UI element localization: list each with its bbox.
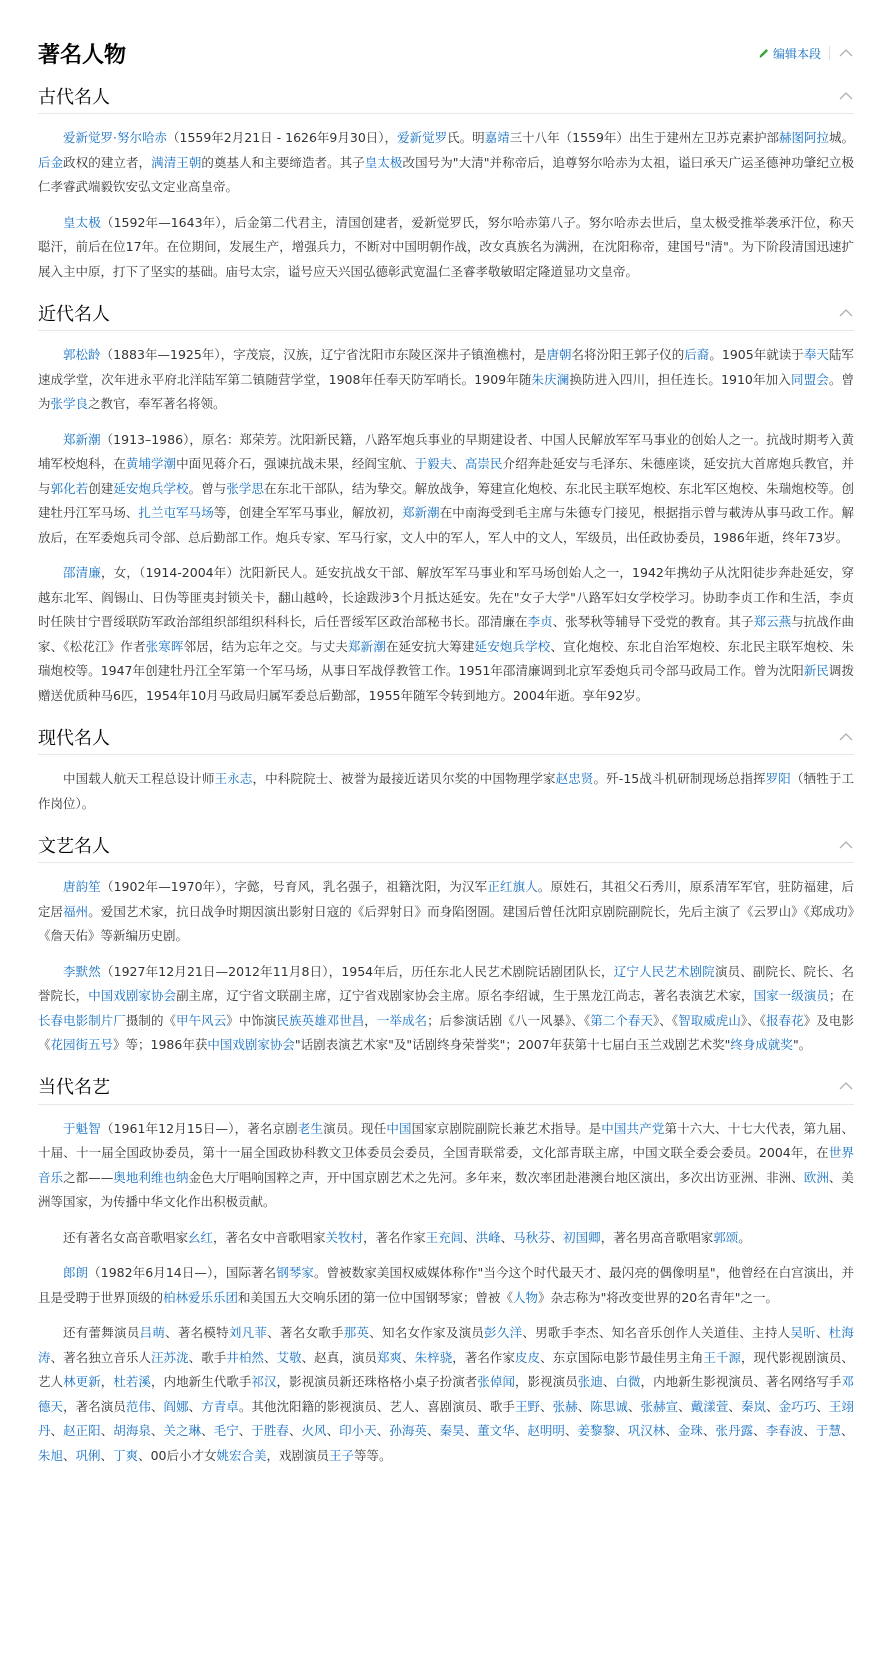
entry-link[interactable]: 第二个春天 — [590, 1012, 653, 1028]
text-segment: 陆军速成学堂，次年进永平府北洋陆军第二镇随营学堂，1908年任奉天防军哨长。1909年随 — [38, 347, 854, 387]
entry-link[interactable]: 于魁智 — [63, 1120, 101, 1136]
entry-link[interactable]: 延安炮兵学校 — [474, 638, 551, 654]
text-segment: 金色大厅唱响国粹之声，开中国京剧艺术之先河。多年来，数次率团赴港澳台地区演出，多次出访亚洲、非洲、 — [188, 1169, 804, 1185]
text-segment: ，内地新生代歌手 — [150, 1374, 252, 1389]
entry-link[interactable]: 赫图阿拉 — [778, 130, 829, 145]
entry-link[interactable]: 花园街五号 — [50, 1037, 114, 1052]
text-segment: 、 — [803, 1423, 816, 1438]
text-segment: （牺牲于工作岗位）。 — [38, 771, 854, 811]
text-segment: "话剧表演艺术家"及"话剧终身荣誉奖"；2007年获第十七届白玉兰戏剧艺术奖" — [294, 1037, 731, 1052]
paragraph — [38, 1261, 854, 1310]
entry-link[interactable]: 唐韵笙 — [63, 879, 101, 894]
text-segment: （1927年12月21日—2012年11月8日），1954年后，历任东北人民艺术剧院话剧团队长， — [100, 963, 614, 979]
entry-link[interactable]: 彭久洋 — [484, 1325, 523, 1340]
entry-link[interactable]: 郭化若 — [50, 480, 89, 496]
entry-link[interactable]: 郑爽 — [376, 1349, 403, 1365]
text-segment: （1902年—1970年），字懿，号育风，乳名强子，祖籍沈阳，为汉军 — [100, 879, 488, 894]
entry-link[interactable]: 后裔 — [684, 347, 710, 362]
paragraph — [38, 428, 854, 551]
text-segment: ，现代影视剧演员、艺人 — [38, 1349, 854, 1389]
text-segment: 、著名模特 — [165, 1325, 229, 1340]
entry-link[interactable]: 张学思 — [226, 480, 265, 496]
pencil-icon — [758, 47, 770, 59]
text-segment: 、 — [514, 1423, 528, 1438]
entry-link[interactable]: 长春电影制片厂 — [38, 1012, 126, 1028]
section-title: 近代名人 — [38, 303, 110, 325]
text-segment: 、 — [288, 1423, 302, 1438]
section-header — [38, 1069, 854, 1105]
text-segment: 名将汾阳王郭子仪的 — [571, 347, 685, 362]
entry-link[interactable]: 关牧村 — [325, 1229, 364, 1245]
text-segment: 、赵真，演员 — [301, 1349, 377, 1365]
text-segment: 、 — [665, 1423, 678, 1438]
entry-link[interactable]: 巩俐 — [75, 1447, 101, 1463]
text-segment: 、 — [100, 1423, 114, 1438]
text-segment: 》、《 — [740, 1012, 767, 1028]
entry-link[interactable]: 王翊丹 — [38, 1398, 854, 1438]
text-segment: 与抗战作曲家、《松花江》作者 — [38, 614, 854, 654]
entry-link[interactable]: 秦岚 — [740, 1398, 767, 1414]
entry-link[interactable]: 钢琴家 — [276, 1265, 314, 1280]
text-segment: 。曾与 — [188, 480, 227, 496]
entry-link[interactable]: 黄埔学潮 — [125, 456, 177, 471]
section — [38, 719, 854, 816]
entry-link[interactable]: 幺红 — [188, 1229, 214, 1245]
entry-link[interactable]: 李默然 — [63, 963, 101, 979]
text-segment: 、 — [63, 1447, 76, 1463]
text-segment: 副主席，辽宁省文联副主席，辽宁省戏剧家协会主席。原名李绍诚，生于黑龙江尚志，著名表演艺术家， — [176, 988, 754, 1003]
text-segment: 和美国五大交响乐团的第一位中国钢琴家；曾被《 — [238, 1289, 514, 1305]
text-segment: 、 — [452, 456, 465, 471]
entry-link[interactable]: 郑新潮 — [63, 431, 101, 447]
entry-link[interactable]: 人物 — [513, 1289, 539, 1305]
text-segment: （1913–1986），原名：郑荣芳。沈阳新民籍，八路军炮兵事业的早期建设者、中国人民解放军军马事业的创始人之一。抗战时期考入黄埔军校炮科，在 — [38, 431, 854, 471]
entry-link[interactable]: 张迪 — [577, 1374, 603, 1389]
entry-link[interactable]: 张赫 — [552, 1398, 578, 1414]
entry-link[interactable]: 于毅夫 — [414, 456, 453, 471]
section — [38, 78, 854, 284]
text-segment: ，内地新生影视演员、著名网络写手 — [640, 1374, 842, 1389]
entry-link[interactable]: 辽宁人民艺术剧院 — [613, 963, 715, 979]
text-segment: 等，创建全军军马事业，解放初， — [213, 505, 403, 520]
text-segment: 、 — [426, 1423, 440, 1438]
text-segment: 、 — [753, 1423, 766, 1438]
text-segment: 、 — [615, 1423, 628, 1438]
entry-link[interactable]: 李贞 — [527, 614, 553, 629]
text-segment: ，影视演员 — [515, 1374, 578, 1389]
text-segment: 。其他沈阳籍的影视演员、艺人、喜剧演员、歌手 — [238, 1398, 515, 1414]
chevron-up-icon[interactable] — [838, 308, 854, 318]
text-segment: 、 — [150, 1398, 164, 1414]
text-segment: 邻居，结为忘年之交。与丈夫 — [183, 638, 349, 654]
entry-link[interactable]: 民族英雄邓世昌 — [276, 1012, 365, 1028]
section — [38, 827, 854, 1058]
text-segment: 之都—— — [63, 1169, 114, 1185]
edit-section-label: 编辑本段 — [772, 46, 821, 61]
text-segment: 、 — [402, 1349, 415, 1365]
text-segment: 、著名女歌手 — [267, 1325, 344, 1340]
entry-link[interactable]: 福州 — [63, 903, 89, 919]
text-segment: 在延安抗大筹建 — [385, 638, 475, 654]
section-title: 现代名人 — [38, 727, 110, 749]
entry-link[interactable]: 洪峰 — [475, 1229, 501, 1245]
entry-link[interactable]: 赵明明 — [527, 1423, 565, 1438]
entry-link[interactable]: 于慧 — [815, 1423, 841, 1438]
entry-link[interactable]: 皮皮 — [515, 1349, 541, 1365]
entry-link[interactable]: 范伟 — [125, 1398, 151, 1414]
text-segment: 介绍奔赴延安与毛泽东、朱德座谈，延安抗大首席炮兵教官，并与 — [38, 456, 854, 496]
text-segment: ，女，（1914-2004年）沈阳新民人。延安抗战女干部、解放军军马事业和军马场创始人之一，1942年携幼子从沈阳徒步奔赴延安，穿越东北军、阎锡山、日伪等匪夷封锁关卡，翻山越岭，长途跋涉3个月抵达延安。先在"女子大学"八路军妇女学校学习。协助李贞工作和生活，李贞时任陕甘宁晋绥联防军政治部组织部组织科科长，后任晋绥军区政治部秘书长。邵清廉在 — [38, 565, 854, 629]
entry-link[interactable]: 郑新潮 — [402, 505, 440, 520]
entry-link[interactable]: 郭颂 — [713, 1229, 739, 1245]
section-header — [38, 78, 854, 114]
entry-link[interactable]: 延安炮兵学校 — [113, 480, 189, 496]
entry-link[interactable]: 马秋芬 — [513, 1229, 551, 1245]
entry-link[interactable]: 王子 — [329, 1447, 355, 1463]
text-segment: 、 — [263, 1349, 277, 1365]
entry-link[interactable]: 戴漾萱 — [690, 1398, 729, 1414]
entry-link[interactable]: 国家一级演员 — [753, 988, 829, 1003]
text-segment: 。歼-15战斗机研制现场总指挥 — [593, 771, 766, 786]
entry-link[interactable]: 新民 — [803, 663, 829, 678]
entry-link[interactable]: 祁汉 — [251, 1374, 277, 1389]
entry-link[interactable]: 井柏然 — [226, 1349, 264, 1365]
entry-link[interactable]: 陈思诚 — [590, 1398, 628, 1414]
text-segment: 、 — [815, 1325, 829, 1340]
text-segment: ， — [100, 1374, 114, 1389]
text-segment: 国家京剧院副院长兼艺术指导。是 — [411, 1120, 602, 1136]
entry-link[interactable]: 终身成就奖 — [730, 1037, 793, 1052]
text-segment: 。1905年就读于 — [709, 347, 804, 362]
text-segment: 换防进入四川，担任连长。1910年加入 — [569, 371, 791, 387]
text-segment: 、知名女作家及演员 — [369, 1325, 485, 1340]
text-segment: 等等。 — [354, 1447, 392, 1463]
text-segment: 、东京国际电影节最佳男主角 — [540, 1349, 704, 1365]
article-header — [38, 38, 854, 68]
text-segment: ，戏剧演员 — [266, 1447, 330, 1463]
paragraph — [38, 343, 854, 417]
text-segment: 中面见蒋介石，强谏抗战未果，经阎宝航、 — [176, 456, 415, 471]
entry-link[interactable]: 吴昕 — [790, 1325, 816, 1340]
text-segment: 政权的建立者， — [63, 154, 152, 170]
text-segment: 、 — [188, 1398, 202, 1414]
entry-link[interactable]: 爱新觉罗·努尔哈赤 — [63, 130, 167, 145]
entry-link[interactable]: 杜海涛 — [38, 1325, 854, 1365]
text-segment: 、 — [841, 1423, 854, 1438]
entry-link[interactable]: 奉天 — [803, 347, 829, 362]
entry-link[interactable]: 唐朝 — [546, 347, 572, 362]
section-title: 文艺名人 — [38, 835, 110, 857]
text-segment: （1961年12月15日—），著名京剧 — [100, 1120, 298, 1136]
text-segment: ；后参演话剧《八一风暴》、《 — [427, 1012, 591, 1028]
entry-link[interactable]: 郑新潮 — [348, 638, 386, 654]
text-segment: 、 — [376, 1423, 390, 1438]
entry-link[interactable]: 胡海泉 — [113, 1423, 151, 1438]
entry-link[interactable]: 郑云燕 — [753, 614, 792, 629]
section-title: 古代名人 — [38, 86, 110, 108]
section — [38, 1069, 854, 1469]
text-segment: 、00后小才女 — [138, 1447, 217, 1463]
text-segment: （1883年—1925年），字茂宸，汉族，辽宁省沈阳市东陵区深井子镇渔樵村，是 — [100, 347, 547, 362]
text-segment: 之教官，奉军著名将领。 — [88, 396, 226, 411]
text-segment: 、 — [464, 1423, 478, 1438]
text-segment: 》、《 — [653, 1012, 679, 1028]
entry-link[interactable]: 智取威虎山 — [678, 1012, 741, 1028]
text-segment: 、歌手 — [188, 1349, 227, 1365]
entry-link[interactable]: 中国 — [386, 1120, 412, 1136]
text-segment: 》等；1986年获 — [113, 1037, 208, 1052]
paragraph — [38, 126, 854, 200]
entry-link[interactable]: 白微 — [615, 1374, 641, 1389]
section-header — [38, 827, 854, 863]
entry-link[interactable]: 赵忠贤 — [555, 771, 594, 786]
entry-link[interactable]: 金珠 — [677, 1423, 703, 1438]
text-segment: 、 — [150, 1423, 164, 1438]
text-segment: 、 — [550, 1229, 564, 1245]
text-segment: 、美洲等国家，为传播中华文化作出积极贡献。 — [38, 1169, 854, 1209]
entry-link[interactable]: 欧洲 — [803, 1169, 829, 1185]
text-segment: （1592年—1643年），后金第二代君主，清国创建者，爱新觉罗氏，努尔哈赤第八子。努尔哈赤去世后，皇太极受推举袭承汗位，称天聪汗，前后在位17年。在位期间，发展生产，增强兵力，不断对中国明朝作战，改女真族名为满洲，在沈阳称帝，建国号"清"。为下阶段清国迅速扩展入主中原，打下了坚实的基础。庙号太宗，谥号应天兴国弘德彰武宽温仁圣睿孝敬敏昭定隆道显功文皇帝。 — [38, 214, 854, 279]
entry-link[interactable]: 丁爽 — [113, 1447, 139, 1463]
text-segment: 、 — [100, 1447, 114, 1463]
section-header — [38, 719, 854, 755]
page-title: 著名人物 — [38, 42, 127, 68]
entry-link[interactable]: 嘉靖 — [484, 130, 510, 145]
entry-link[interactable]: 正红旗人 — [487, 879, 538, 894]
edit-section-button[interactable] — [758, 45, 821, 62]
text-segment: 演员。现任 — [323, 1120, 387, 1136]
entry-link[interactable]: 秦昊 — [439, 1423, 465, 1438]
entry-link[interactable]: 老生 — [297, 1120, 324, 1136]
text-segment: 、 — [500, 1229, 514, 1245]
article-sections — [38, 78, 854, 1468]
text-segment: 》杂志称为"将改变世界的20名青年"之一。 — [538, 1289, 778, 1305]
chevron-up-icon[interactable] — [838, 840, 854, 850]
text-segment: 、男歌手李杰、知名音乐创作人关道佳、主持人 — [522, 1325, 791, 1340]
entry-link[interactable]: 姜黎黎 — [577, 1423, 616, 1438]
entry-link[interactable]: 刘凡菲 — [228, 1325, 268, 1340]
text-segment: 在中南海受到毛主席与朱德专门接见，根据指示曾与載涛从事马政工作。解放后，在军委炮兵司令部、总后勤部工作。炮兵专家、军马行家，文人中的军人，军人中的文人，军级员，出任政协委员，1986年逝，终年73岁。 — [38, 505, 854, 545]
text-segment: 、 — [463, 1229, 476, 1245]
text-segment: ，著名男高音歌唱家 — [600, 1229, 714, 1245]
text-segment: 、张琴秋等辅导下受党的教育。其子 — [552, 614, 754, 629]
entry-link[interactable]: 中国戏剧家协会 — [207, 1037, 295, 1052]
paragraph — [38, 960, 854, 1058]
text-segment: （1982年6月14日—），国际著名 — [88, 1265, 277, 1280]
entry-link[interactable]: 张学良 — [50, 396, 89, 411]
entry-link[interactable]: 郎朗 — [63, 1265, 89, 1280]
entry-link[interactable]: 朱梓骁 — [414, 1349, 453, 1365]
entry-link[interactable]: 高崇民 — [464, 456, 503, 471]
entry-link[interactable]: 满清王朝 — [151, 154, 202, 170]
entry-link[interactable]: 爱新觉罗 — [397, 130, 448, 145]
text-segment: 。爱国艺术家，抗日战争时期因演出影射日寇的《后羿射日》而身陷囹圄。建国后曾任沈阳京剧院副院长，先后主演了《云罗山》《郑成功》《詹天佑》等新编历史剧。 — [38, 903, 854, 943]
text-segment: 、宣化炮校、东北自治军炮校、东北民主联军炮校、朱瑞炮校等。1947年创建牡丹江全军第一个军马场，从事日军战俘教管工作。1951年邵清廉调到北京军委炮兵司令部马政局工作。曾为沈阳 — [38, 638, 854, 678]
section-header — [38, 295, 854, 331]
text-segment: 还有蕾舞演员 — [63, 1325, 140, 1340]
text-segment: 、 — [564, 1423, 578, 1438]
chevron-up-icon[interactable] — [838, 91, 854, 101]
text-segment: 第十六大、十七大代表，第九届、十届、十一届全国政协委员，第十一届全国政协科教文卫体委员会委员，全国青联常委，文化部青联主席，中国文联全委会委员。2004年，在 — [38, 1120, 854, 1160]
entry-link[interactable]: 世界音乐 — [38, 1145, 854, 1185]
text-segment: 城。 — [828, 130, 854, 145]
text-segment: （1559年2月21日 - 1626年9月30日）， — [166, 130, 398, 145]
entry-link[interactable]: 中国共产党 — [601, 1120, 665, 1136]
entry-link[interactable]: 奥地利维也纳 — [113, 1169, 189, 1185]
entry-link[interactable]: 张丹露 — [715, 1423, 754, 1438]
entry-link[interactable]: 金巧巧 — [778, 1398, 817, 1414]
chevron-up-icon[interactable] — [838, 48, 854, 58]
section-title: 当代名艺 — [38, 1077, 110, 1098]
entry-link[interactable]: 皇太极 — [63, 214, 101, 230]
entry-link[interactable]: 吕萌 — [139, 1325, 166, 1340]
text-segment: 、 — [816, 1398, 829, 1414]
entry-link[interactable]: 朱旭 — [38, 1447, 64, 1463]
text-segment: 在东北干部队，结为挚交。解放战争，筹建宣化炮校、东北民主联军炮校、东北军区炮校、朱瑞炮校等。创建牡丹江军马场、 — [38, 480, 854, 520]
entry-link[interactable]: 巩汉林 — [627, 1423, 666, 1438]
text-segment: 演员、副院长、院长、名誉院长， — [38, 963, 854, 1003]
entry-link[interactable]: 艾敬 — [276, 1349, 302, 1365]
chevron-up-icon[interactable] — [838, 1081, 854, 1091]
entry-link[interactable]: 中国戏剧家协会 — [88, 988, 177, 1003]
entry-link[interactable]: 张寒晖 — [145, 638, 184, 654]
text-segment: 、 — [602, 1374, 616, 1389]
entry-link[interactable]: 皇太极 — [364, 154, 403, 170]
entry-link[interactable]: 王野 — [514, 1398, 541, 1414]
text-segment: 。曾被数家美国权威媒体称作"当今这个时代最天才、最闪亮的偶像明星"，他曾经在白宫演出，并且是受聘于世界顶级的 — [38, 1265, 854, 1305]
text-segment: 的奠基人和主要缔造者。其子 — [201, 154, 365, 170]
entry-link[interactable]: 邵清廉 — [63, 565, 102, 580]
text-segment: 。原姓石，其祖父石秀川，原系清军军官，驻防福建，后定居 — [38, 879, 854, 919]
entry-link[interactable]: 孙海英 — [389, 1423, 427, 1438]
text-segment: 》及电影《 — [38, 1012, 854, 1052]
paragraph — [38, 875, 854, 949]
entry-link[interactable]: 董文华 — [477, 1423, 515, 1438]
entry-link[interactable]: 阎娜 — [163, 1398, 189, 1414]
text-segment: 调拨赠送优质种马6匹，1954年10月马政局归属军委总后勤部，1955年随军令转到地方。2004年逝。享年92岁。 — [38, 663, 854, 703]
entry-link[interactable]: 火风 — [301, 1423, 327, 1438]
entry-link[interactable]: 毛宁 — [213, 1423, 239, 1438]
entry-link[interactable]: 张倬闻 — [477, 1374, 515, 1389]
text-segment: ；在 — [828, 988, 854, 1003]
text-segment: "。 — [792, 1037, 812, 1052]
text-segment: ， — [364, 1012, 377, 1028]
entry-link[interactable]: 柏林爱乐乐团 — [163, 1289, 239, 1305]
text-segment: ，影视演员新还珠格格小桌子扮演者 — [276, 1374, 478, 1389]
divider — [829, 46, 830, 60]
text-segment: 、 — [728, 1398, 741, 1414]
entry-link[interactable]: 关之琳 — [163, 1423, 202, 1438]
paragraph — [38, 561, 854, 708]
entry-link[interactable]: 于胜春 — [251, 1423, 289, 1438]
text-segment: ，著名女中音歌唱家 — [213, 1229, 326, 1245]
entry-link[interactable]: 林更新 — [63, 1374, 101, 1389]
text-segment: 、 — [577, 1398, 591, 1414]
text-segment: 、 — [627, 1398, 641, 1414]
text-segment: 、 — [766, 1398, 779, 1414]
paragraph — [38, 767, 854, 816]
text-segment: 。 — [738, 1229, 751, 1245]
text-segment: 三十八年（1559年）出生于建州左卫苏克素护部 — [509, 130, 779, 145]
text-segment: 、 — [238, 1423, 252, 1438]
entry-link[interactable]: 王千源 — [703, 1349, 741, 1365]
entry-link[interactable]: 后金 — [38, 154, 64, 170]
entry-link[interactable]: 汪苏泷 — [150, 1349, 189, 1365]
entry-link[interactable]: 杜若溪 — [113, 1374, 151, 1389]
text-segment: 改国号为"大清"并称帝后，追尊努尔哈赤为太祖，谥曰承天广运圣德神功肇纪立极仁孝睿武端毅钦安弘文定业高皇帝。 — [38, 154, 854, 194]
entry-link[interactable]: 同盟会 — [790, 371, 829, 387]
entry-link[interactable]: 朱庆澜 — [531, 371, 570, 387]
entry-link[interactable]: 印小天 — [339, 1423, 377, 1438]
entry-link[interactable]: 方青卓 — [201, 1398, 239, 1414]
entry-link[interactable]: 王永志 — [214, 771, 253, 786]
paragraph — [38, 1117, 854, 1215]
paragraph — [38, 1321, 854, 1468]
text-segment: 摄制的《 — [125, 1012, 177, 1028]
text-segment: ，中科院院士、被誉为最接近诺贝尔奖的中国物理学家 — [252, 771, 556, 786]
entry-link[interactable]: 一举成名 — [376, 1012, 428, 1028]
text-segment: 、 — [540, 1398, 553, 1414]
paragraph — [38, 1226, 854, 1251]
text-segment: 、 — [678, 1398, 691, 1414]
text-segment: 、 — [326, 1423, 340, 1438]
header-tools — [758, 45, 854, 62]
entry-link[interactable]: 初国卿 — [563, 1229, 601, 1245]
entry-link[interactable]: 报春花 — [766, 1012, 804, 1028]
text-segment: 、 — [201, 1423, 214, 1438]
entry-link[interactable]: 李春波 — [765, 1423, 804, 1438]
entry-link[interactable]: 姚宏合美 — [216, 1447, 267, 1463]
section — [38, 295, 854, 708]
entry-link[interactable]: 王充闾 — [425, 1229, 464, 1245]
entry-link[interactable]: 扎兰屯军马场 — [138, 505, 214, 520]
text-segment: 》中饰演 — [226, 1012, 277, 1028]
text-segment: 氏。明 — [447, 130, 485, 145]
text-segment: 、 — [702, 1423, 716, 1438]
entry-link[interactable]: 郭松龄 — [63, 347, 101, 362]
entry-link[interactable]: 邓德天 — [38, 1374, 854, 1414]
text-segment: 中国载人航天工程总设计师 — [63, 771, 215, 786]
text-segment: ，著名作家 — [363, 1229, 426, 1245]
text-segment: 、著名独立音乐人 — [50, 1349, 151, 1365]
text-segment: 还有著名女高音歌唱家 — [63, 1229, 189, 1245]
text-segment: 。曾为 — [38, 371, 854, 411]
entry-link[interactable]: 那英 — [343, 1325, 370, 1340]
entry-link[interactable]: 罗阳 — [765, 771, 791, 786]
chevron-up-icon[interactable] — [838, 732, 854, 742]
text-segment: ，著名演员 — [63, 1398, 126, 1414]
text-segment: ，著名作家 — [452, 1349, 516, 1365]
entry-link[interactable]: 甲午风云 — [176, 1012, 227, 1028]
entry-link[interactable]: 张赫宣 — [640, 1398, 679, 1414]
text-segment: 创建 — [88, 480, 114, 496]
text-segment: 、 — [50, 1423, 64, 1438]
entry-link[interactable]: 赵正阳 — [63, 1423, 101, 1438]
paragraph — [38, 211, 854, 285]
